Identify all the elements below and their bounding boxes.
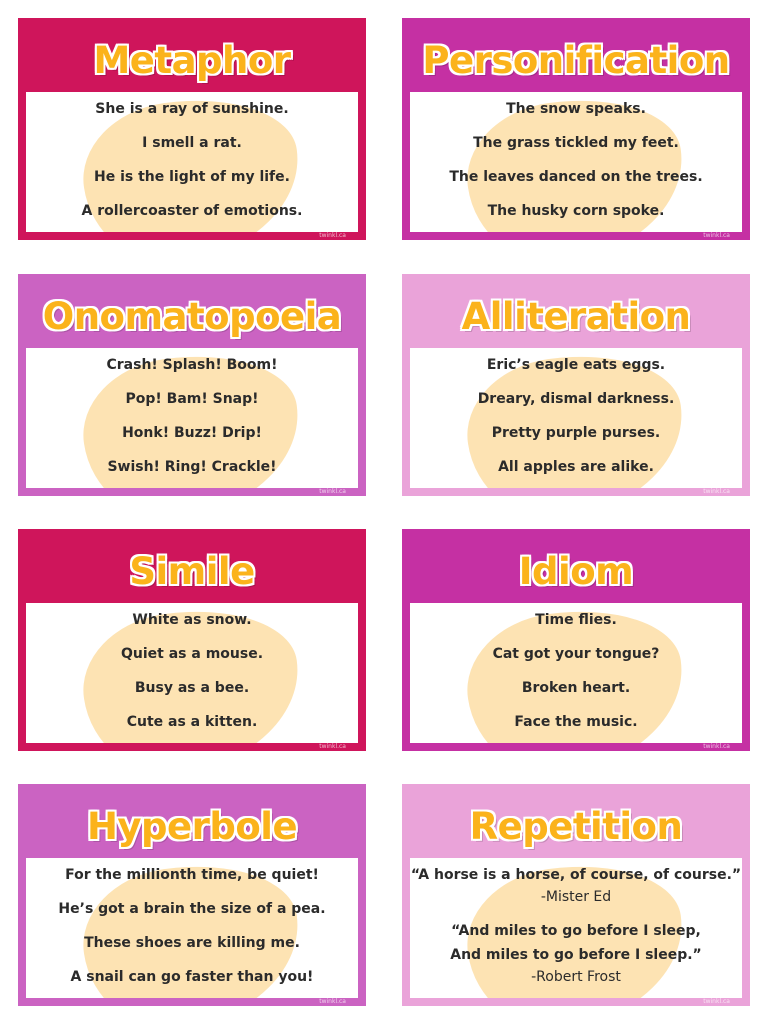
card-body (26, 348, 358, 488)
quote-line: “A horse is a horse, of course, of course.” (410, 867, 742, 883)
quote-list (410, 863, 742, 987)
example-line: The leaves danced on the trees. (449, 169, 703, 185)
card-hyperbole (18, 784, 366, 1006)
watermark: twinkl.ca (319, 743, 346, 750)
card-title: Repetition (469, 805, 683, 848)
example-line: Pretty purple purses. (491, 425, 661, 441)
example-line: Honk! Buzz! Drip! (122, 425, 262, 441)
example-line: I smell a rat. (142, 135, 242, 151)
card-title: Personification (422, 39, 730, 82)
watermark: twinkl.ca (319, 232, 346, 239)
card-body (410, 348, 742, 488)
example-line: All apples are alike. (498, 459, 654, 475)
example-list (410, 353, 742, 488)
watermark: twinkl.ca (319, 998, 346, 1005)
card-body (26, 858, 358, 998)
card-title: Onomatopoeia (42, 295, 342, 338)
card-body (26, 92, 358, 232)
card-metaphor (18, 18, 366, 240)
example-line: Cat got your tongue? (492, 646, 660, 662)
example-list (410, 97, 742, 232)
card-title: Metaphor (93, 39, 291, 82)
example-line: Eric’s eagle eats eggs. (486, 357, 666, 373)
watermark: twinkl.ca (703, 488, 730, 495)
example-line: White as snow. (132, 612, 252, 628)
card-alliteration (402, 274, 750, 496)
card-idiom (402, 529, 750, 751)
example-line: Quiet as a mouse. (120, 646, 264, 662)
example-line: She is a ray of sunshine. (95, 101, 289, 117)
example-line: Swish! Ring! Crackle! (107, 459, 277, 475)
example-line: Crash! Splash! Boom! (106, 357, 278, 373)
card-title: Idiom (518, 550, 634, 593)
example-line: Pop! Bam! Snap! (125, 391, 259, 407)
watermark: twinkl.ca (703, 998, 730, 1005)
watermark: twinkl.ca (703, 232, 730, 239)
example-list (26, 97, 358, 232)
example-list (26, 863, 358, 998)
card-title: Alliteration (461, 295, 691, 338)
card-title: Simile (129, 550, 255, 593)
example-list (26, 608, 358, 743)
example-list (410, 608, 742, 743)
example-line: Dreary, dismal darkness. (477, 391, 675, 407)
quote-author: -Robert Frost (531, 969, 621, 985)
example-line: These shoes are killing me. (84, 935, 300, 951)
card-repetition (402, 784, 750, 1006)
example-line: The snow speaks. (506, 101, 646, 117)
card-simile (18, 529, 366, 751)
card-title: Hyperbole (86, 805, 298, 848)
quote-author: -Mister Ed (540, 889, 612, 905)
example-line: A rollercoaster of emotions. (81, 203, 303, 219)
watermark: twinkl.ca (319, 488, 346, 495)
example-line: Face the music. (514, 714, 638, 730)
card-body (410, 858, 742, 998)
card-body (410, 603, 742, 743)
card-body (26, 603, 358, 743)
card-onomatopoeia (18, 274, 366, 496)
example-line: Time flies. (535, 612, 617, 628)
example-line: Cute as a kitten. (126, 714, 258, 730)
example-line: The husky corn spoke. (487, 203, 665, 219)
example-line: The grass tickled my feet. (473, 135, 679, 151)
card-body (410, 92, 742, 232)
card-personification (402, 18, 750, 240)
quote-line: And miles to go before I sleep.” (450, 947, 702, 963)
quote-line: “And miles to go before I sleep, (451, 923, 701, 939)
example-line: A snail can go faster than you! (70, 969, 314, 985)
example-line: Broken heart. (521, 680, 631, 696)
watermark: twinkl.ca (703, 743, 730, 750)
example-line: He’s got a brain the size of a pea. (58, 901, 326, 917)
example-line: He is the light of my life. (94, 169, 290, 185)
example-line: Busy as a bee. (134, 680, 250, 696)
example-line: For the millionth time, be quiet! (65, 867, 319, 883)
example-list (26, 353, 358, 488)
